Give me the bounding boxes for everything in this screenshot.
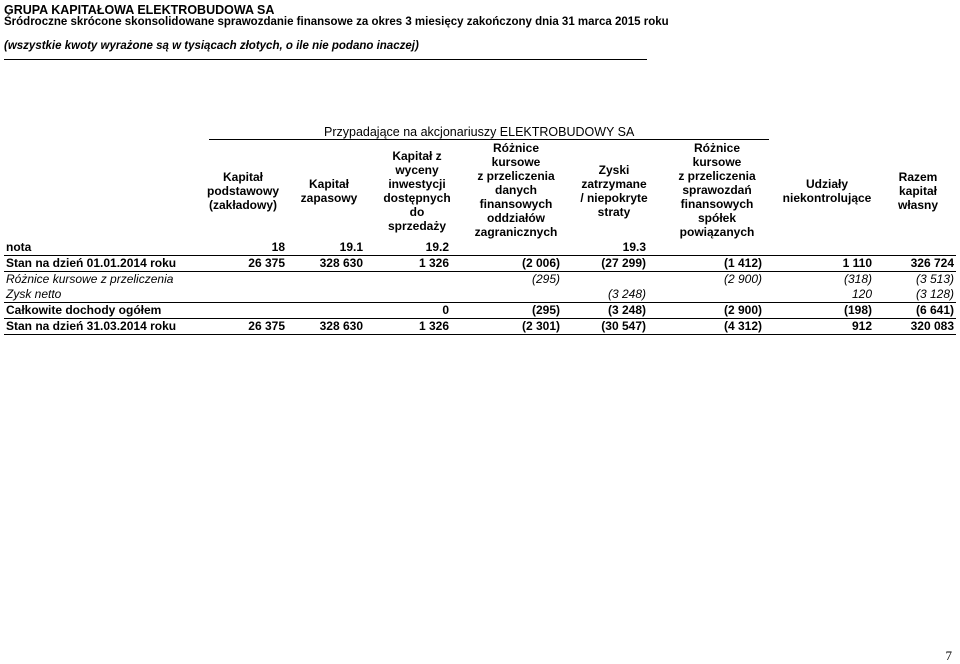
nota-row: nota 18 19.1 19.2 19.3 xyxy=(4,240,956,256)
column-header-retained-earnings: Zyski zatrzymane / niepokryte straty xyxy=(580,163,648,219)
table-row: Zysk netto (3 248) 120 (3 128) xyxy=(6,287,954,301)
column-header-reserve-capital: Kapitał zapasowy xyxy=(300,177,358,205)
table-row: Różnice kursowe z przeliczenia (295) (2 900) (318) (3 513) xyxy=(6,272,954,286)
units-note: (wszystkie kwoty wyrażone są w tysiącach złotych, o ile nie podano inaczej) xyxy=(4,40,419,52)
page-number: 7 xyxy=(945,648,952,663)
group-title: Przypadające na akcjonariuszy ELEKTROBUDOWY SA xyxy=(324,125,635,139)
column-header-fx-subsidiaries: Różnice kursowe z przeliczenia sprawozdań finansowych spółek powiązanych xyxy=(678,141,756,239)
group-rule xyxy=(209,139,769,140)
table-row: Stan na dzień 31.03.2014 roku 26 375 328 630 1 326 (2 301) (30 547) (4 312) 912 320 083 xyxy=(6,319,954,333)
equity-changes-table xyxy=(4,240,956,335)
table-row: Całkowite dochody ogółem 0 (295) (3 248) (2 900) (198) (6 641) xyxy=(6,303,954,317)
company-name: GRUPA KAPITAŁOWA ELEKTROBUDOWA SA xyxy=(4,3,275,17)
header-rule xyxy=(4,59,647,60)
column-header-revaluation-capital: Kapitał z wyceny inwestycji dostępnych do sprzedaży xyxy=(383,149,451,233)
column-header-fx-branches: Różnice kursowe z przeliczenia danych finansowych oddziałów zagranicznych xyxy=(474,141,558,239)
column-header-total-equity: Razem kapitał własny xyxy=(897,170,939,212)
column-header-non-controlling: Udziały niekontrolujące xyxy=(782,177,872,205)
column-header-share-capital: Kapitał podstawowy (zakładowy) xyxy=(206,170,279,212)
report-title: Śródroczne skrócone skonsolidowane sprawozdanie finansowe za okres 3 miesięcy zakończony dnia 31 marca 2015 roku xyxy=(4,16,669,28)
table-row: Stan na dzień 01.01.2014 roku 26 375 328 630 1 326 (2 006) (27 299) (1 412) 1 110 326 724 xyxy=(6,256,954,270)
